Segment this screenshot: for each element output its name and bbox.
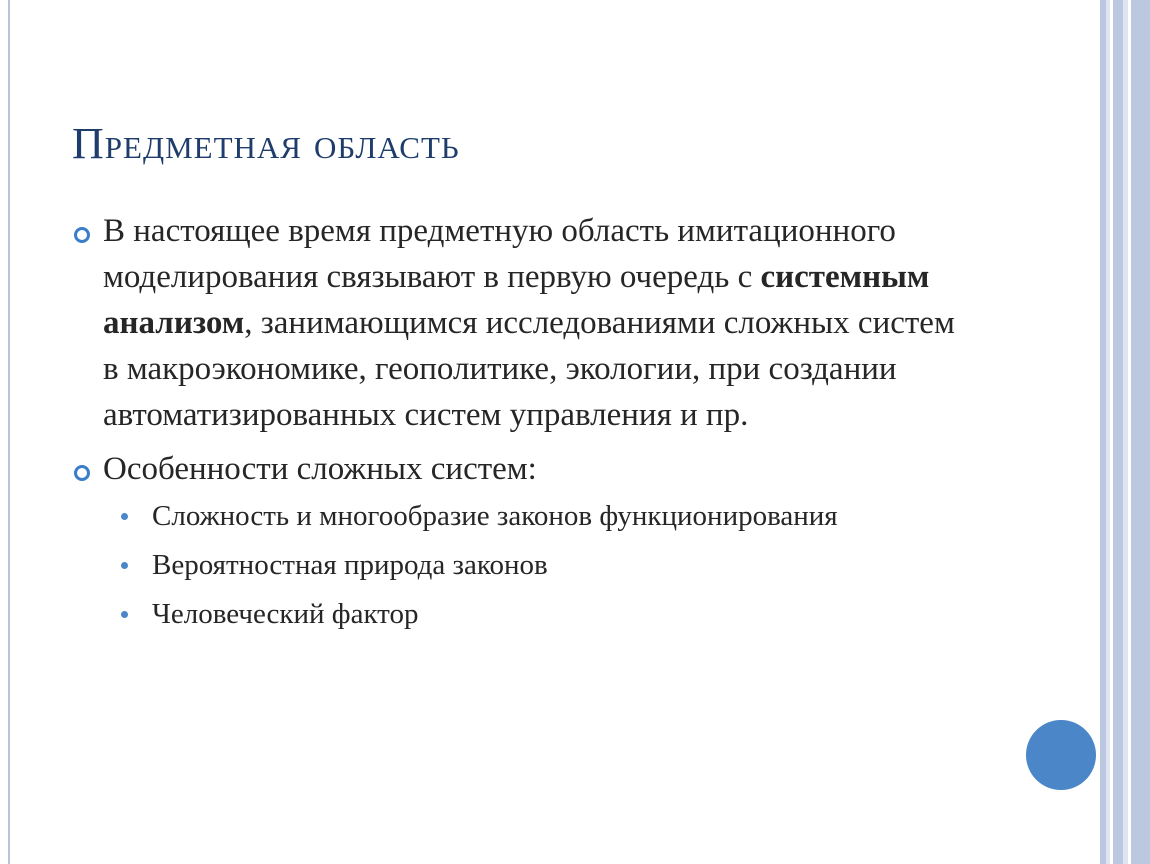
bullet-text: В настоящее время предметную область имитационного моделирования связывают в первую очередь с	[103, 213, 896, 295]
bullet-emphasis: системным анализом	[103, 259, 930, 341]
ring-bullet-icon	[74, 227, 90, 243]
sub-bullet-text: Вероятностная природа законов	[152, 549, 548, 581]
bullet-text: Особенности сложных систем:	[103, 451, 537, 487]
sub-bullet-item	[74, 545, 974, 586]
slide-body	[74, 208, 974, 635]
bullet-item	[74, 446, 974, 492]
decor-stripe	[1131, 0, 1150, 864]
ring-bullet-icon	[74, 465, 90, 481]
dot-bullet-icon	[121, 611, 128, 618]
sub-bullet-item	[74, 594, 974, 635]
dot-bullet-icon	[121, 562, 128, 569]
dot-bullet-icon	[121, 513, 128, 520]
slide-title: Предметная область	[72, 119, 460, 168]
decor-circle	[1026, 720, 1096, 790]
bullet-text: , занимающимся исследованиями сложных систем в макроэкономике, геополитике, экологии, при создании автоматизированных систем управления и пр.	[103, 305, 955, 433]
sub-bullet-item	[74, 496, 974, 537]
decor-stripe	[1113, 0, 1123, 864]
bullet-item	[74, 208, 974, 438]
decor-stripe	[1123, 0, 1128, 864]
decor-stripe	[1091, 0, 1094, 864]
sub-bullet-text: Сложность и многообразие законов функционирования	[152, 500, 838, 532]
decor-stripe	[1106, 0, 1110, 864]
sub-bullet-text: Человеческий фактор	[152, 598, 419, 630]
